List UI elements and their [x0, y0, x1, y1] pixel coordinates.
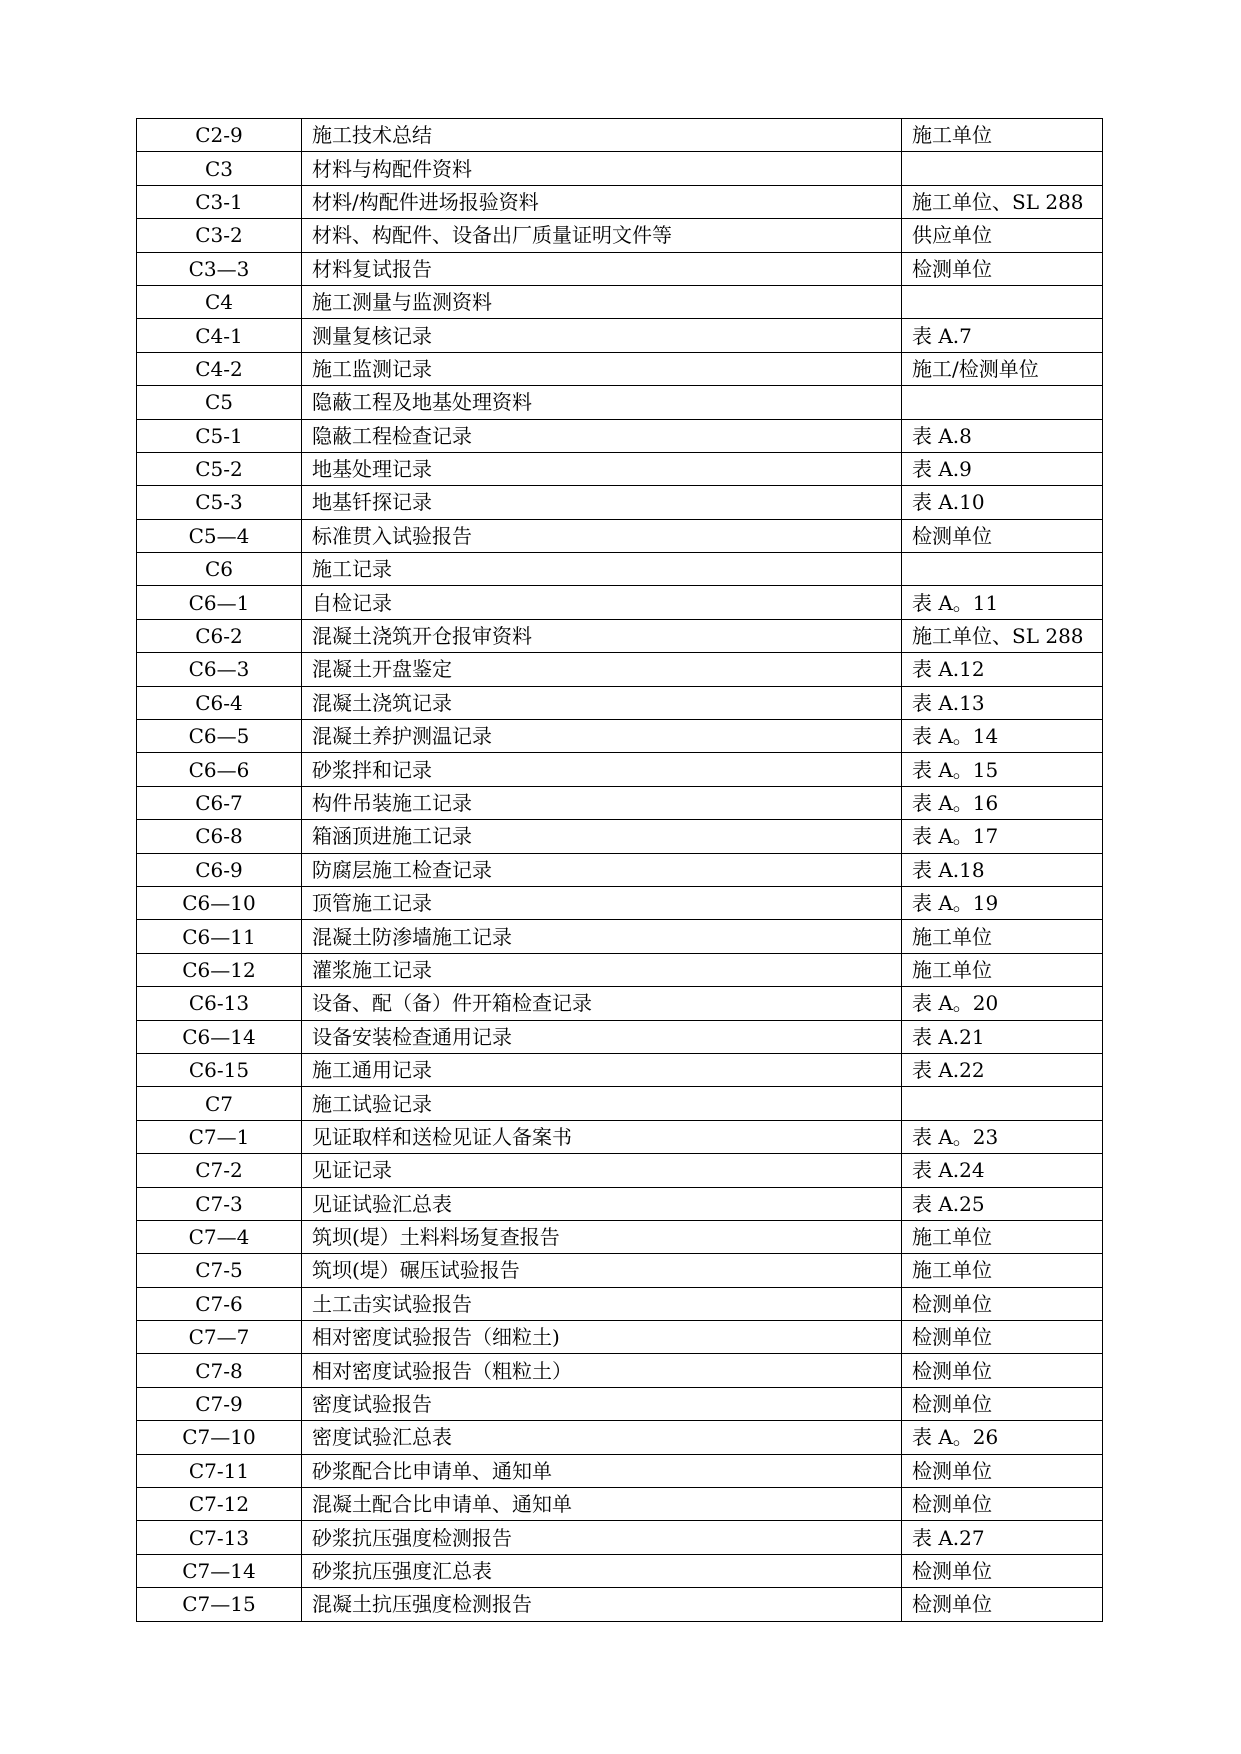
row-code: C6—1	[137, 586, 302, 619]
row-source: 表 A.18	[902, 853, 1103, 886]
row-source: 表 A.10	[902, 486, 1103, 519]
row-name: 密度试验报告	[302, 1387, 902, 1420]
table-row	[137, 119, 1103, 152]
row-code: C7-5	[137, 1254, 302, 1287]
table-row	[137, 486, 1103, 519]
row-source: 表 A。20	[902, 987, 1103, 1020]
row-name: 混凝土浇筑开仓报审资料	[302, 619, 902, 652]
row-code: C6-4	[137, 686, 302, 719]
row-code: C6—5	[137, 720, 302, 753]
row-code: C4-2	[137, 352, 302, 385]
table-row	[137, 1588, 1103, 1621]
row-name: 筑坝(堤）土料料场复查报告	[302, 1220, 902, 1253]
row-code: C6-2	[137, 619, 302, 652]
table-row	[137, 419, 1103, 452]
row-code: C7—14	[137, 1554, 302, 1587]
row-name: 见证试验汇总表	[302, 1187, 902, 1220]
row-code: C6-7	[137, 786, 302, 819]
row-source: 表 A.27	[902, 1521, 1103, 1554]
row-code: C6-13	[137, 987, 302, 1020]
table-row	[137, 1354, 1103, 1387]
table-row	[137, 1287, 1103, 1320]
row-name: 材料与构配件资料	[302, 152, 902, 185]
row-code: C4-1	[137, 319, 302, 352]
row-code: C6—3	[137, 653, 302, 686]
table-row	[137, 1554, 1103, 1587]
table-row	[137, 152, 1103, 185]
row-name: 砂浆抗压强度汇总表	[302, 1554, 902, 1587]
table-row	[137, 1521, 1103, 1554]
row-code: C5-2	[137, 452, 302, 485]
row-code: C7-3	[137, 1187, 302, 1220]
table-row	[137, 1187, 1103, 1220]
table-row	[137, 886, 1103, 919]
row-source: 施工单位	[902, 953, 1103, 986]
row-code: C5-3	[137, 486, 302, 519]
row-code: C5—4	[137, 519, 302, 552]
row-name: 施工测量与监测资料	[302, 285, 902, 318]
row-code: C6—12	[137, 953, 302, 986]
row-code: C7	[137, 1087, 302, 1120]
records-table	[136, 118, 1103, 1622]
row-source: 检测单位	[902, 1488, 1103, 1521]
table-row	[137, 686, 1103, 719]
row-source: 检测单位	[902, 1321, 1103, 1354]
row-name: 土工击实试验报告	[302, 1287, 902, 1320]
row-name: 材料/构配件进场报验资料	[302, 185, 902, 218]
row-name: 设备安装检查通用记录	[302, 1020, 902, 1053]
row-source: 施工单位、SL 288	[902, 619, 1103, 652]
row-code: C3-1	[137, 185, 302, 218]
table-row	[137, 252, 1103, 285]
row-source: 表 A。11	[902, 586, 1103, 619]
row-source: 供应单位	[902, 219, 1103, 252]
table-row	[137, 1454, 1103, 1487]
table-row	[137, 1321, 1103, 1354]
table-row	[137, 987, 1103, 1020]
table-row	[137, 352, 1103, 385]
table-row	[137, 1387, 1103, 1420]
table-row	[137, 319, 1103, 352]
row-code: C6—6	[137, 753, 302, 786]
row-source: 施工单位	[902, 119, 1103, 152]
table-row	[137, 1421, 1103, 1454]
row-source: 表 A。16	[902, 786, 1103, 819]
table-row	[137, 1254, 1103, 1287]
row-name: 砂浆拌和记录	[302, 753, 902, 786]
row-source: 检测单位	[902, 519, 1103, 552]
row-name: 自检记录	[302, 586, 902, 619]
row-name: 标准贯入试验报告	[302, 519, 902, 552]
row-name: 施工记录	[302, 553, 902, 586]
row-source	[902, 553, 1103, 586]
row-source: 表 A.13	[902, 686, 1103, 719]
row-name: 筑坝(堤）碾压试验报告	[302, 1254, 902, 1287]
row-code: C5-1	[137, 419, 302, 452]
row-name: 顶管施工记录	[302, 886, 902, 919]
row-source: 表 A。19	[902, 886, 1103, 919]
row-name: 构件吊装施工记录	[302, 786, 902, 819]
table-row	[137, 386, 1103, 419]
row-name: 测量复核记录	[302, 319, 902, 352]
row-source: 施工单位	[902, 1220, 1103, 1253]
row-name: 灌浆施工记录	[302, 953, 902, 986]
table-row	[137, 953, 1103, 986]
table-row	[137, 653, 1103, 686]
row-code: C6-9	[137, 853, 302, 886]
row-source: 施工单位	[902, 1254, 1103, 1287]
table-row	[137, 820, 1103, 853]
row-code: C7-11	[137, 1454, 302, 1487]
table-row	[137, 1220, 1103, 1253]
row-source	[902, 152, 1103, 185]
row-name: 砂浆抗压强度检测报告	[302, 1521, 902, 1554]
row-name: 砂浆配合比申请单、通知单	[302, 1454, 902, 1487]
row-name: 地基钎探记录	[302, 486, 902, 519]
table-row	[137, 753, 1103, 786]
row-code: C6	[137, 553, 302, 586]
row-source	[902, 386, 1103, 419]
row-code: C3—3	[137, 252, 302, 285]
row-source: 表 A.25	[902, 1187, 1103, 1220]
table-row	[137, 720, 1103, 753]
table-row	[137, 1120, 1103, 1153]
row-name: 密度试验汇总表	[302, 1421, 902, 1454]
row-source: 表 A.8	[902, 419, 1103, 452]
row-name: 材料、构配件、设备出厂质量证明文件等	[302, 219, 902, 252]
table-row	[137, 1053, 1103, 1086]
row-code: C7-13	[137, 1521, 302, 1554]
row-name: 施工通用记录	[302, 1053, 902, 1086]
row-source: 表 A.24	[902, 1154, 1103, 1187]
row-name: 混凝土抗压强度检测报告	[302, 1588, 902, 1621]
table-row	[137, 553, 1103, 586]
row-name: 施工试验记录	[302, 1087, 902, 1120]
row-name: 见证取样和送检见证人备案书	[302, 1120, 902, 1153]
row-source	[902, 285, 1103, 318]
row-code: C6-15	[137, 1053, 302, 1086]
table-row	[137, 219, 1103, 252]
row-name: 相对密度试验报告（粗粒土）	[302, 1354, 902, 1387]
row-source: 表 A。15	[902, 753, 1103, 786]
row-name: 箱涵顶进施工记录	[302, 820, 902, 853]
row-source: 表 A。23	[902, 1120, 1103, 1153]
row-source: 表 A.21	[902, 1020, 1103, 1053]
row-code: C2-9	[137, 119, 302, 152]
row-name: 地基处理记录	[302, 452, 902, 485]
row-name: 材料复试报告	[302, 252, 902, 285]
row-code: C7-8	[137, 1354, 302, 1387]
row-code: C7—1	[137, 1120, 302, 1153]
row-source: 表 A.12	[902, 653, 1103, 686]
row-source: 检测单位	[902, 1354, 1103, 1387]
row-source: 检测单位	[902, 1287, 1103, 1320]
row-source: 表 A。26	[902, 1421, 1103, 1454]
table-row	[137, 285, 1103, 318]
table-row	[137, 185, 1103, 218]
row-source: 表 A.22	[902, 1053, 1103, 1086]
table-row	[137, 619, 1103, 652]
row-code: C6—14	[137, 1020, 302, 1053]
row-code: C7-9	[137, 1387, 302, 1420]
row-code: C7—15	[137, 1588, 302, 1621]
row-source: 施工单位	[902, 920, 1103, 953]
row-source: 表 A.7	[902, 319, 1103, 352]
row-source: 检测单位	[902, 1387, 1103, 1420]
row-name: 设备、配（备）件开箱检查记录	[302, 987, 902, 1020]
table-row	[137, 519, 1103, 552]
row-name: 混凝土防渗墙施工记录	[302, 920, 902, 953]
row-source: 施工/检测单位	[902, 352, 1103, 385]
row-code: C3	[137, 152, 302, 185]
row-name: 施工技术总结	[302, 119, 902, 152]
row-code: C7—7	[137, 1321, 302, 1354]
table-row	[137, 1020, 1103, 1053]
table-row	[137, 586, 1103, 619]
table-row	[137, 853, 1103, 886]
row-code: C7-12	[137, 1488, 302, 1521]
table-row	[137, 1087, 1103, 1120]
row-source: 检测单位	[902, 1454, 1103, 1487]
row-code: C6-8	[137, 820, 302, 853]
row-name: 混凝土浇筑记录	[302, 686, 902, 719]
row-code: C7—10	[137, 1421, 302, 1454]
row-code: C7—4	[137, 1220, 302, 1253]
table-body	[137, 119, 1103, 1622]
row-name: 混凝土养护测温记录	[302, 720, 902, 753]
row-name: 施工监测记录	[302, 352, 902, 385]
row-name: 混凝土开盘鉴定	[302, 653, 902, 686]
row-code: C7-2	[137, 1154, 302, 1187]
row-source: 表 A。14	[902, 720, 1103, 753]
row-code: C3-2	[137, 219, 302, 252]
table-row	[137, 452, 1103, 485]
row-name: 混凝土配合比申请单、通知单	[302, 1488, 902, 1521]
row-source: 检测单位	[902, 1554, 1103, 1587]
row-code: C7-6	[137, 1287, 302, 1320]
row-name: 防腐层施工检查记录	[302, 853, 902, 886]
row-name: 隐蔽工程及地基处理资料	[302, 386, 902, 419]
row-code: C6—11	[137, 920, 302, 953]
table-row	[137, 1488, 1103, 1521]
row-source: 施工单位、SL 288	[902, 185, 1103, 218]
row-code: C4	[137, 285, 302, 318]
row-name: 隐蔽工程检查记录	[302, 419, 902, 452]
row-name: 见证记录	[302, 1154, 902, 1187]
table-row	[137, 1154, 1103, 1187]
table-row	[137, 920, 1103, 953]
row-source: 表 A.9	[902, 452, 1103, 485]
table-row	[137, 786, 1103, 819]
row-code: C5	[137, 386, 302, 419]
row-source: 检测单位	[902, 1588, 1103, 1621]
row-source	[902, 1087, 1103, 1120]
row-source: 检测单位	[902, 252, 1103, 285]
row-code: C6—10	[137, 886, 302, 919]
row-source: 表 A。17	[902, 820, 1103, 853]
row-name: 相对密度试验报告（细粒土)	[302, 1321, 902, 1354]
